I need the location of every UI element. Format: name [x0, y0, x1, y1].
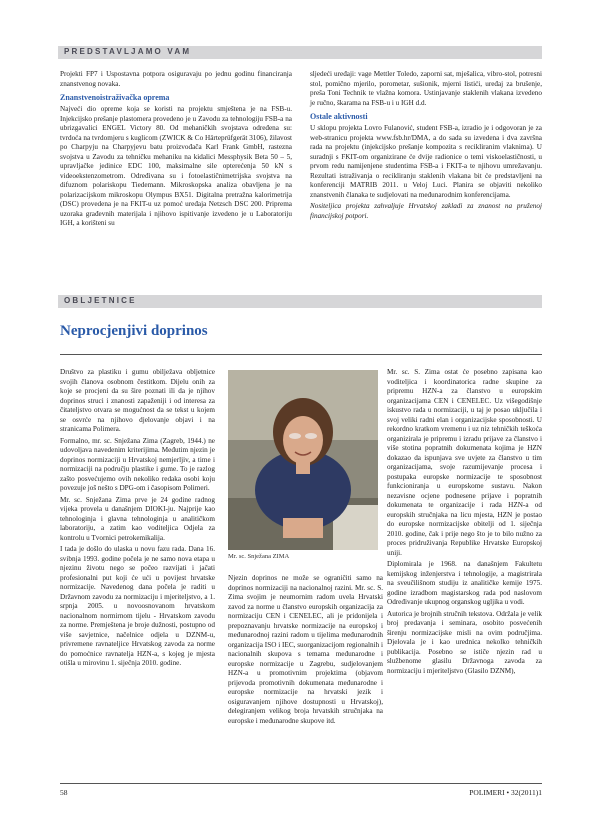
title-divider: [60, 354, 542, 355]
article-title: Neprocjenjivi doprinos: [60, 323, 208, 339]
col3-paragraph-2: Diplomirala je 1968. na današnjem Fakultetu kemijskog inženjerstva i tehnologije, a magistrirala na sveučilišnom studiju iz analitičke kemije 1975. godine izradbom magistarskog rada pod naslovom Određivanje ukupnog organskog ugljika u vodi.: [387, 560, 542, 606]
portrait-figure: [228, 370, 378, 565]
article-column-3: [387, 368, 542, 678]
portrait-caption: Mr. sc. Snježana ZIMA: [228, 553, 290, 560]
section-header-band: [58, 46, 542, 59]
footer-divider: [60, 783, 542, 784]
col1-paragraph-1: Društvo za plastiku i gumu obilježava obljetnice svojih članova osobnom čestitkom. Dijelu onih za koje se procjeni da su šire poznati ili da je njihov doprinos struci i znanosti zapaženiji i od interesa za čitateljstvo otvara se mogućnost da se tekst u kojem se osvrće na njihovo djelovanje objavi i na stranicama Polimera.: [60, 368, 215, 433]
equipment-paragraph: Najveći dio opreme koja se koristi na projektu smještena je na FSB-u. Injekcijsko prešanje plastomera provedeno je u Zavodu za tehnologiju FSB-a na ubrizgavalici ENGEL Victory 80. Od mehaničkih svojstava određena su: tvrdoća na tvrdomjeru s kuglicom (ZWICK & Co Härteprüfgerät 3106), žilavost po Charpyju na Charpyjevu batu proizvođača Karl Frank GmbH, rastezna svojstva u Zavodu za tehničku mehaniku na kidalici Messphysik Beta 50 – 5, upravljačke jedinice EDC 100, maksimalne sile opterećenja 50 kN s videoekstenzometrom. Određivana su i fotoelastičnimetrijska svojstva na difuznom polariskopu Tiedemann. Mikroskopska analiza obavljena je na polarizacijskom mikroskopu Olympus BX51. Digitalna pretražna kalorimetrija (DSC) provedena je na FKIT-u uz pomoć uređaja Netzsch DSC 200. Priprema uzoraka građevnih materijala i njihovo ispitivanje izvedeno je u Laboratoriju IGH, a korišteni su: [60, 105, 292, 227]
col1-paragraph-2: Formalno, mr. sc. Snježana Zima (Zagreb, 1944.) ne udovoljava navedenim kriterijima. Međutim njezin je doprinos normizaciji u Hrvatskoj nemjerljiv, a time i normizaciji na području plastike i gume. To je razlog zašto posvećujemo ovih nekoliko redaka osobi koju povezuje još nešto s DPG-om i časopisom Polimeri.: [60, 436, 215, 492]
col1-paragraph-3: Mr. sc. Snježana Zima prve je 24 godine radnog vijeka provela u današnjem DIOKI-ju. Najprije kao tehnologinja i glavna tehnologinja u analitičkom laboratoriju, a zatim kao voditeljica Odjela za kontrolu u Tvornici petrokemikalija.: [60, 495, 215, 542]
equipment-heading: Znanstvenoistraživačka oprema: [60, 93, 170, 102]
article-column-2: [228, 574, 383, 728]
col1-paragraph-4: I tada je došlo do ulaska u novu fazu rada. Dana 16. svibnja 1993. godine počela je ne samo nova etapa u njezinu životu nego se počeo razvijati i jačati profesionalni put koji će ući u povijest hrvatske normizacije. Navedenog dana počela je raditi u Državnom zavodu za normizaciju i mjeriteljstvo, a 1. srpnja 2005. u novoosnovanom hrvatskom nacionalnom normirnom tijelu - Hrvatskom zavodu za norme. Premještena je broje dužnosti, postupno od više savjetnice, načelnice odjela u DZNM-u, privremene ravnateljice Hrvatskog zavoda za norme do pomoćnice ravnatelja HZN-a, s kojeg je mjesta otišla u mirovinu 1. siječnja 2010. godine.: [60, 545, 215, 667]
col3-paragraph-3: Autorica je brojnih stručnih tekstova. Održala je velik broj predavanja i seminara, osobito posvećenih širenju normizacijske misli na ovim područjima. Djelovala je i kao urednica nekolko tehničkih publikacija. Posebno se ističe njezin rad u službenome glasilu Državnoga zavoda za normizaciju i mjeriteljstvo (Glasilo DZNM),: [387, 609, 542, 675]
activities-heading: Ostale aktivnosti: [310, 112, 368, 121]
activities-paragraph: U sklopu projekta Lovro Fulanović, student FSB-a, izradio je i odgovoran je za web-stranicu projekta www.fsb.hr/DMA, a do sada su izvedena i dva završna rada na projektu (injekcijsko prešanje kompozita s recikliranim vlaknima). U suradnji s FKIT-om organizirane će dvije radionice o temi viskoelastičnosti, u prvom redu namijenjene studentima FSB-a i FKIT-a te njihovu umrežavanju. Rezultati istraživanja o recikliranju staklenih vlakana bit će predstavljeni na konferenciji MATRIB 2011. u Veloj Luci. Planira se objaviti nekoliko znanstvenih članaka te sudjelovati na međunarodnim konferencijama.: [310, 124, 542, 199]
journal-reference: POLIMERI • 32(2011)1: [469, 788, 542, 797]
intro-paragraph: Projekti FP7 i Uspostavna potpora osiguravaju po jednu godinu financiranja znanstvenog novaka.: [60, 70, 292, 88]
section-header-label: PREDSTAVLJAMO VAM: [64, 47, 192, 56]
article-column-1: [60, 368, 215, 671]
obljetnice-band: [58, 295, 542, 308]
top-right-column: [310, 70, 542, 223]
top-left-column: [60, 70, 292, 231]
equipment-continued-paragraph: sljedeći uređaji: vage Mettler Toledo, zaporni sat, mješalica, vibro-stol, potresni stol, pomično mjerilo, porometar, sušionik, mjerni listići, uređaj za brušenje, preša Toni Technik te vlažna komora. Ustinjavanje staklenih vlakana izvedeno je ručno, škarama na FSB-u i u IGH d.d.: [310, 70, 542, 107]
obljetnice-label: OBLJETNICE: [64, 296, 137, 305]
portrait-photo: [228, 370, 378, 550]
col3-paragraph-1: Mr. sc. S. Zima ostat će posebno zapisana kao voditeljica i koordinatorica radne skupine za pripremu HZN-a za članstvo u europskim organizacijama CEN i CENELEC. Uz višegodišnje iskustvo rada u normizaciji, u taj je posao uključila i svoj veliki radni elan i organizacijske sposobnosti. U rekordno kratkom vremenu i uz niz tehničkih teškoća organizirala je pripremu i izradu prijave za članstvo i više stotina popratnih dokumenata kojima je HZN dokazao da ispunjava sve uvjete za članstvo u tim organizacijama, svoje razumijevanje procesa i postupaka europske normizacije te sposobnost funkcioniranja u europskome sustavu. Nakon nezavisne ocjene podnesene prijave i popratnih dokumenata te organizacije i rada HZN-a od europskih stručnjaka na licu mjesta, HZN je postao do europske normizacijske obitelji od 1. siječnja 2010. godine, čak i prije nego što je to bilo nužno za proces pridruživanja Republike Hrvatske Europskoj uniji.: [387, 368, 542, 557]
thanks-paragraph: Nositeljica projekta zahvaljuje Hrvatskoj zakladi za znanost na pruženoj financijskoj potpori.: [310, 202, 542, 220]
page-number: 58: [60, 788, 68, 797]
col2-paragraph-1: Njezin doprinos ne može se ograničiti samo na doprinos normizaciji na nacionalnoj razini. Mr. sc. S. Zima svojim je neumornim radom uvela Hrvatski zavod za norme u članstvo europskih organizacija za normizaciju CEN i CENELEC, ali je pridonijela i prepoznavanju hrvatske normizacije na europskoj i međunarodnoj razini radom u tijelima međunarodnih organizacija ISO i IEC, suorganizacijom regionalnih i nacionalnih skupova s temama međunarodne i europske normizacije u Zagrebu, sudjelovanjem HZN-a u promotivnim projektima (objavom prijevoda promotivnih dokumenata međunarodne i europske normizacije na hrvatski jezik i osiguravanjem njihove dostupnosti u Hrvatskoj), delegiranjem velikog broja hrvatskih stručnjaka na europske i međunarodne skupove itd.: [228, 574, 383, 725]
